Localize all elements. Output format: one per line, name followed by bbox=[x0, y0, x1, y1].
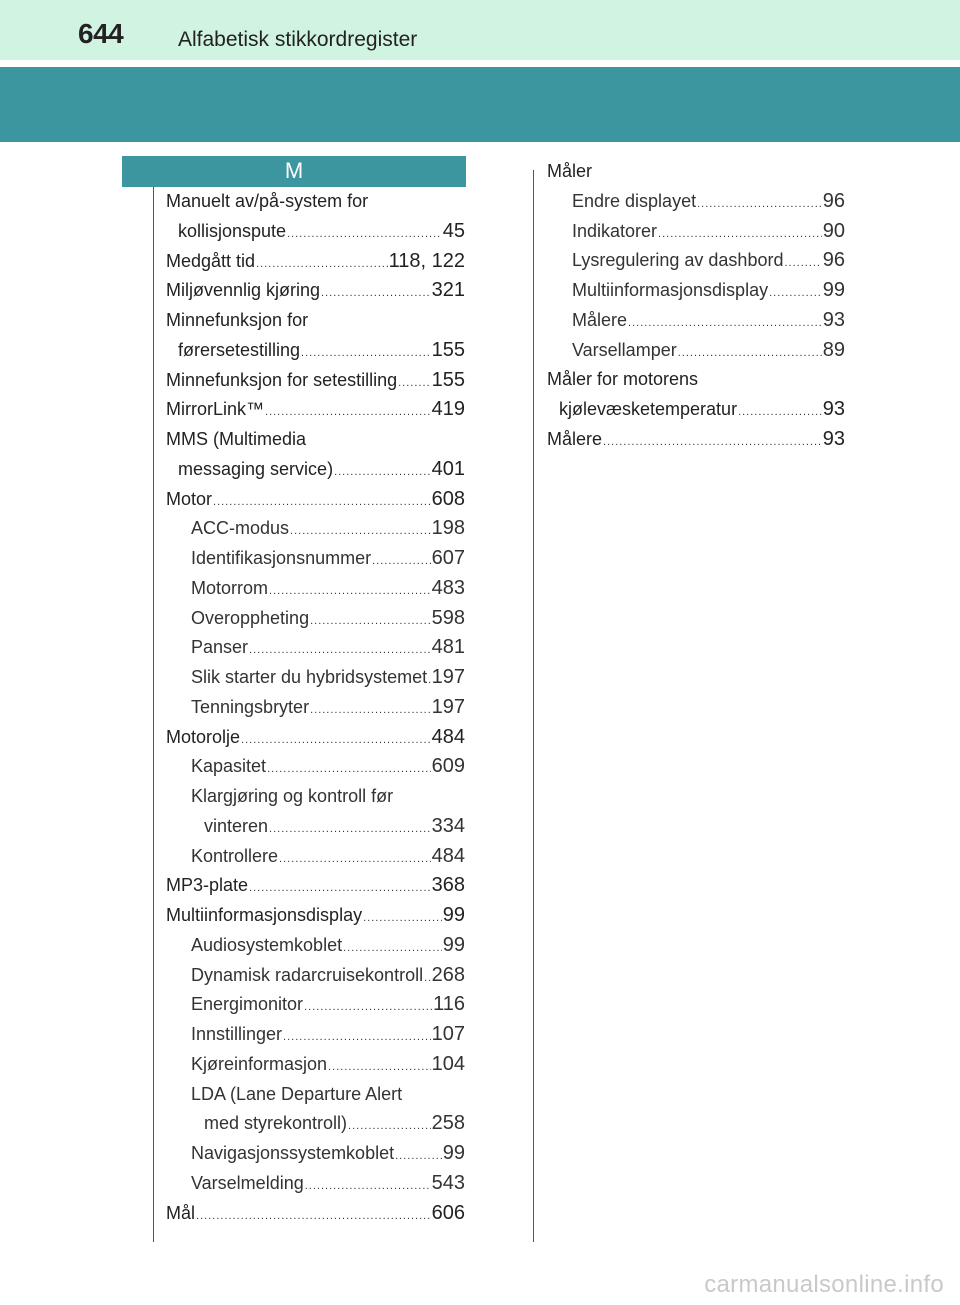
index-page-ref: 484 bbox=[431, 725, 465, 748]
index-page-ref: 608 bbox=[431, 487, 465, 510]
index-page-ref: 99 bbox=[442, 933, 465, 956]
index-page-ref: 96 bbox=[822, 189, 845, 212]
index-page-ref: 45 bbox=[442, 219, 465, 242]
index-page-ref: 96 bbox=[822, 249, 845, 272]
dot-leader bbox=[603, 428, 822, 458]
index-entry bbox=[547, 425, 845, 455]
dot-leader bbox=[658, 220, 822, 250]
index-term: Motorrom bbox=[191, 577, 269, 598]
dot-leader bbox=[395, 1142, 442, 1172]
index-term: Multiinformasjonsdisplay bbox=[166, 905, 363, 925]
index-term: Medgått tid bbox=[166, 250, 256, 271]
index-term: Miljøvennlig kjøring bbox=[166, 280, 321, 301]
dot-leader bbox=[343, 934, 442, 964]
index-entry bbox=[166, 663, 465, 693]
dot-leader bbox=[398, 369, 431, 399]
index-page-ref: 198 bbox=[431, 517, 465, 540]
page-header-band bbox=[0, 0, 960, 60]
index-term: Klargjøring og kontroll før bbox=[191, 786, 394, 806]
index-entry bbox=[166, 395, 465, 425]
index-page-ref: 90 bbox=[822, 219, 845, 242]
dot-leader bbox=[249, 636, 431, 666]
index-entry bbox=[166, 1109, 465, 1139]
index-entry bbox=[166, 366, 465, 396]
index-page-ref: 543 bbox=[431, 1171, 465, 1194]
dot-leader bbox=[363, 904, 442, 934]
index-page-ref: 93 bbox=[822, 308, 845, 331]
dot-leader bbox=[267, 755, 431, 785]
dot-leader bbox=[213, 488, 431, 518]
index-entry bbox=[166, 782, 465, 812]
index-entry bbox=[547, 365, 845, 395]
index-term: Overoppheting bbox=[191, 607, 310, 628]
dot-leader bbox=[304, 993, 432, 1023]
index-term: messaging service) bbox=[178, 458, 334, 479]
dot-leader bbox=[428, 666, 431, 696]
dot-leader bbox=[372, 547, 431, 577]
index-entry bbox=[166, 574, 465, 604]
index-entry bbox=[166, 425, 465, 455]
index-entry bbox=[547, 306, 845, 336]
dot-leader bbox=[321, 279, 431, 309]
index-page-ref: 99 bbox=[442, 1142, 465, 1164]
dot-leader bbox=[784, 249, 821, 279]
dot-leader bbox=[290, 517, 431, 547]
index-entry bbox=[166, 455, 465, 485]
index-entry bbox=[166, 1050, 465, 1080]
index-entry bbox=[166, 633, 465, 663]
index-page-ref: 483 bbox=[431, 576, 465, 599]
index-term: Indikatorer bbox=[572, 220, 658, 241]
index-entry bbox=[166, 604, 465, 634]
index-term: MP3-plate bbox=[166, 875, 249, 896]
index-term: Kapasitet bbox=[191, 756, 267, 777]
index-entry bbox=[166, 871, 465, 901]
index-entry bbox=[547, 246, 845, 276]
index-page-ref: 197 bbox=[431, 666, 465, 688]
index-term: Målere bbox=[572, 309, 628, 330]
index-page-ref: 93 bbox=[822, 427, 845, 450]
index-page-ref: 607 bbox=[431, 547, 465, 569]
index-page-ref: 606 bbox=[431, 1201, 465, 1224]
index-term: Varselmelding bbox=[191, 1172, 304, 1193]
index-entry bbox=[547, 276, 845, 306]
page-title: Alfabetisk stikkordregister bbox=[178, 28, 418, 51]
index-entry bbox=[166, 723, 465, 753]
index-term: Endre displayet bbox=[572, 190, 697, 211]
index-page-ref: 93 bbox=[822, 398, 845, 420]
index-term: førersetestilling bbox=[178, 339, 301, 360]
index-entry bbox=[166, 1020, 465, 1050]
index-page-ref: 155 bbox=[431, 338, 465, 361]
index-entry bbox=[166, 544, 465, 574]
index-page-ref: 107 bbox=[431, 1023, 465, 1045]
index-page-ref: 89 bbox=[822, 338, 845, 361]
index-term: Lysregulering av dashbord bbox=[572, 250, 784, 271]
index-entry bbox=[547, 336, 845, 366]
index-entry bbox=[547, 187, 845, 217]
index-page-ref: 258 bbox=[431, 1112, 465, 1135]
index-term: vinteren bbox=[204, 815, 269, 836]
index-entry bbox=[166, 247, 465, 277]
index-entry bbox=[166, 752, 465, 782]
index-page-ref: 401 bbox=[431, 457, 465, 480]
dot-leader bbox=[738, 398, 822, 428]
dot-leader bbox=[310, 607, 431, 637]
index-page-ref: 197 bbox=[431, 695, 465, 718]
dot-leader bbox=[678, 339, 822, 369]
index-page-ref: 268 bbox=[431, 963, 465, 986]
dot-leader bbox=[279, 845, 431, 875]
index-term: Kontrollere bbox=[191, 845, 279, 866]
index-entry bbox=[166, 961, 465, 991]
watermark-text: carmanualsonline.info bbox=[704, 1271, 944, 1298]
index-entry bbox=[166, 514, 465, 544]
index-term: Identifikasjonsnummer bbox=[191, 548, 372, 568]
section-banner bbox=[0, 67, 960, 142]
index-term: Multiinformasjonsdisplay bbox=[572, 280, 769, 300]
index-page-ref: 481 bbox=[431, 636, 465, 659]
dot-leader bbox=[334, 458, 431, 488]
dot-leader bbox=[269, 577, 431, 607]
index-entry bbox=[166, 1139, 465, 1169]
index-entry bbox=[166, 217, 465, 247]
column-rule-left bbox=[153, 187, 154, 1242]
index-term: Minnefunksjon for setestilling bbox=[166, 369, 398, 390]
index-term: Mål bbox=[166, 1202, 196, 1223]
index-term: Energimonitor bbox=[191, 994, 304, 1015]
dot-leader bbox=[256, 250, 388, 280]
index-page-ref: 321 bbox=[431, 279, 465, 302]
index-term: Audiosystemkoblet bbox=[191, 934, 343, 955]
index-entry bbox=[166, 1080, 465, 1110]
index-entry bbox=[166, 306, 465, 336]
index-term: Dynamisk radarcruisekontroll bbox=[191, 964, 424, 985]
index-letter-header: M bbox=[122, 156, 466, 187]
index-entry bbox=[166, 842, 465, 872]
index-page-ref: 99 bbox=[442, 904, 465, 926]
index-term: MirrorLink™ bbox=[166, 399, 265, 420]
index-entry bbox=[166, 485, 465, 515]
index-term: kjølevæsketemperatur bbox=[559, 399, 738, 419]
index-page-ref: 116 bbox=[433, 993, 465, 1016]
dot-leader bbox=[287, 220, 442, 250]
dot-leader bbox=[249, 874, 431, 904]
dot-leader bbox=[265, 398, 431, 428]
index-page-ref: 598 bbox=[431, 606, 465, 629]
index-entry bbox=[166, 187, 465, 217]
dot-leader bbox=[196, 1202, 431, 1232]
index-term: Kjøreinformasjon bbox=[191, 1053, 328, 1074]
index-term: Minnefunksjon for bbox=[166, 310, 309, 330]
index-entry bbox=[166, 931, 465, 961]
index-term: ACC-modus bbox=[191, 518, 290, 539]
index-entry bbox=[166, 990, 465, 1020]
index-term: med styrekontroll) bbox=[204, 1113, 348, 1134]
dot-leader bbox=[628, 309, 822, 339]
index-term: Manuelt av/på-system for bbox=[166, 191, 369, 211]
dot-leader bbox=[301, 339, 431, 369]
index-term: Motorolje bbox=[166, 726, 241, 747]
index-term: Måler for motorens bbox=[547, 369, 699, 390]
index-entry bbox=[166, 812, 465, 842]
index-entry bbox=[547, 157, 845, 187]
index-entry bbox=[166, 1169, 465, 1199]
index-entry bbox=[166, 276, 465, 306]
dot-leader bbox=[269, 815, 431, 845]
index-term: Innstillinger bbox=[191, 1024, 283, 1044]
index-entry bbox=[166, 693, 465, 723]
index-term: Tenningsbryter bbox=[191, 696, 310, 717]
index-page-ref: 99 bbox=[822, 279, 845, 301]
index-page-ref: 118, 122 bbox=[388, 249, 465, 272]
index-column-right bbox=[547, 157, 845, 455]
dot-leader bbox=[283, 1023, 431, 1053]
index-page-ref: 334 bbox=[431, 814, 465, 837]
dot-leader bbox=[769, 279, 822, 309]
index-term: Motor bbox=[166, 488, 213, 509]
index-term: LDA (Lane Departure Alert bbox=[191, 1083, 403, 1104]
dot-leader bbox=[424, 964, 431, 994]
index-entry bbox=[166, 901, 465, 931]
index-term: Målere bbox=[547, 428, 603, 449]
index-page-ref: 419 bbox=[431, 398, 465, 421]
dot-leader bbox=[305, 1172, 431, 1202]
index-term: Panser bbox=[191, 637, 249, 658]
index-page-ref: 609 bbox=[431, 755, 465, 778]
index-term: Slik starter du hybridsystemet bbox=[191, 667, 428, 687]
page-number: 644 bbox=[78, 18, 124, 49]
dot-leader bbox=[328, 1053, 431, 1083]
dot-leader bbox=[310, 696, 431, 726]
index-column-left bbox=[166, 187, 465, 1228]
index-page-ref: 368 bbox=[431, 874, 465, 897]
column-rule-middle bbox=[533, 170, 534, 1242]
index-term: Måler bbox=[547, 161, 593, 181]
index-entry bbox=[547, 395, 845, 425]
index-term: Varsellamper bbox=[572, 339, 677, 360]
index-page-ref: 104 bbox=[431, 1052, 465, 1075]
index-entry bbox=[166, 1199, 465, 1229]
dot-leader bbox=[697, 190, 822, 220]
index-term: MMS (Multimedia bbox=[166, 429, 307, 449]
index-page-ref: 484 bbox=[431, 844, 465, 867]
index-term: kollisjonspute bbox=[178, 220, 287, 241]
index-page-ref: 155 bbox=[431, 368, 465, 391]
dot-leader bbox=[241, 726, 431, 756]
index-term: Navigasjonssystemkoblet bbox=[191, 1143, 395, 1163]
dot-leader bbox=[348, 1112, 431, 1142]
index-entry bbox=[166, 336, 465, 366]
index-entry bbox=[547, 217, 845, 247]
